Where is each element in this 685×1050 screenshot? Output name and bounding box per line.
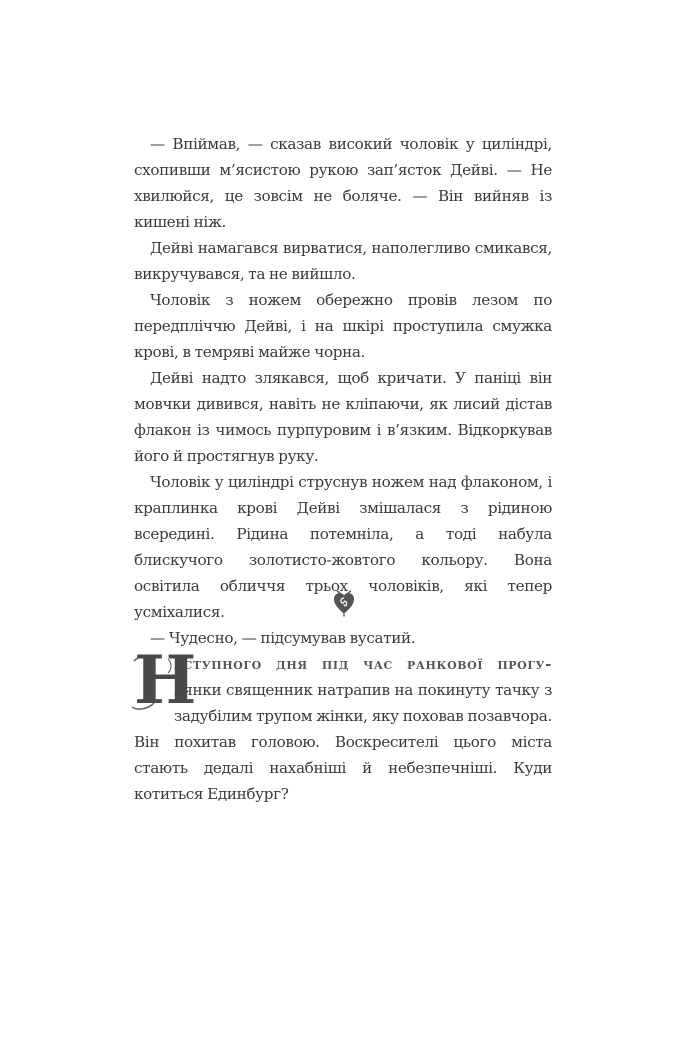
paragraph: Чоловік з ножем обережно провів лезом по передпліччю Дейві, і на шкірі проступила смужка крові, в темряві майже чорна. (134, 291, 552, 361)
lead-in-smallcaps: аступного дня під час ранкової прогу- (174, 655, 552, 673)
text-section-1 (134, 131, 552, 651)
paragraph-with-drop-cap (134, 641, 552, 807)
text-section-2 (134, 641, 552, 807)
drop-cap (134, 641, 197, 719)
paragraph: Дейві намагався вирватися, наполегливо смикався, викручувався, та не вийшло. (134, 239, 552, 283)
paragraph: Чоловік у циліндрі струснув ножем над флаконом, і краплинка крові Дейві змішалася з рідиною всередині. Рідина потемніла, а тоді набула блискучого золотисто-жовтого кольору. Вона освітила обличчя трьох чоловіків, які тепер усміхалися. (134, 473, 552, 621)
paragraph: Дейві надто злякався, щоб кричати. У паніці він мовчки дивився, навіть не кліпаючи, як лисий дістав флакон із чимось пурпуровим і в’язким. Відкоркував його й простягнув руку. (134, 369, 552, 465)
paragraph-rest: лянки священник натрапив на покинуту тачку з задубілим трупом жінки, яку поховав позавчора. Він похитав головою. Воскресителі цього міста стають дедалі нахабніші й небезпечніші. Куди котиться Единбург? (134, 681, 552, 803)
heart-ornament-icon (331, 589, 357, 617)
paragraph: — Впіймав, — сказав високий чоловік у циліндрі, схопивши м’ясистою рукою зап’ясток Дейві. — Не хвилюйся, це зовсім не боляче. — Він вийняв із кишені ніж. (134, 135, 552, 231)
paragraph: — Чудесно, — підсумував вусатий. (150, 629, 416, 647)
drop-cap-letter: Н (134, 641, 197, 719)
